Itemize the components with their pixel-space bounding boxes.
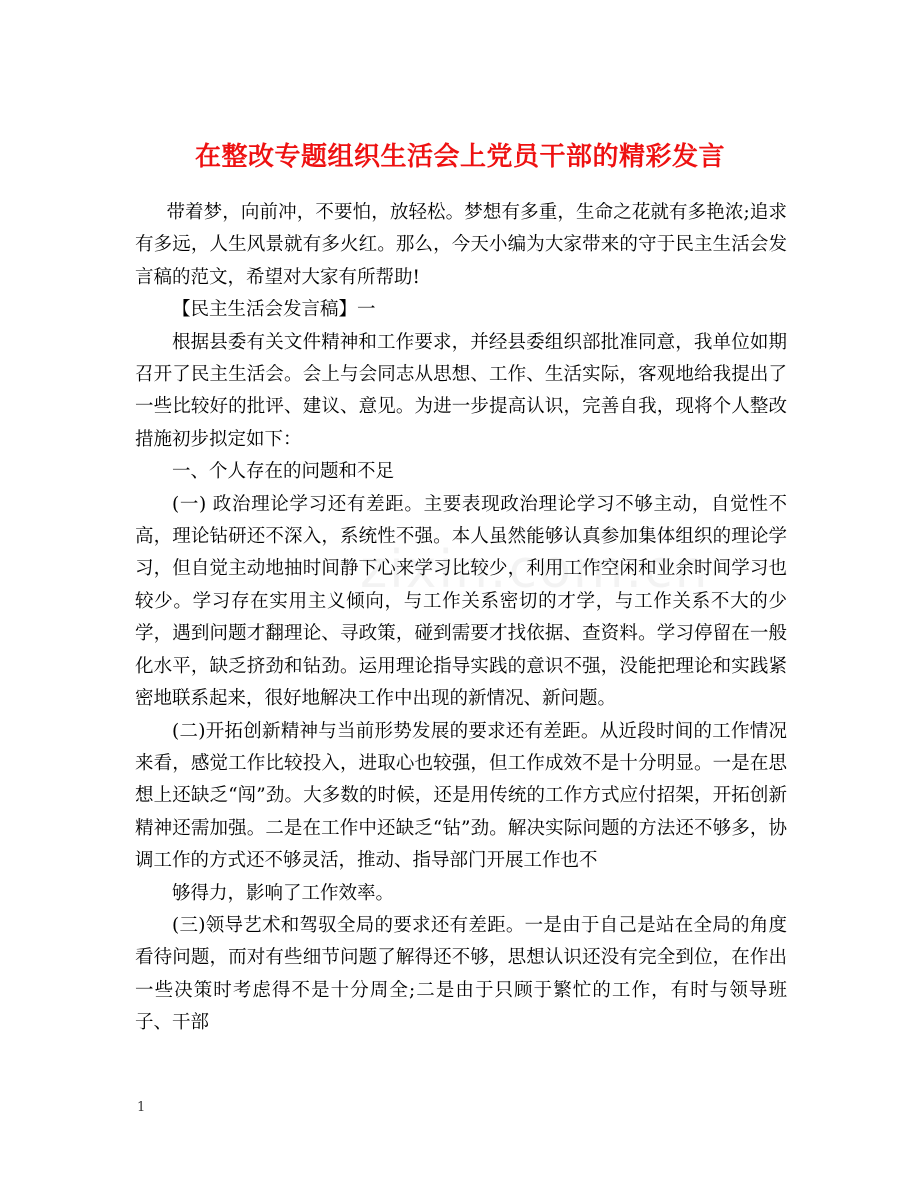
paragraph-innovation: (二)开拓创新精神与当前形势发展的要求还有差距。从近段时间的工作情况来看，感觉工作比较投入，进取心也较强，但工作成效不是十分明显。一是在思想上还缺乏“闯”劲。大多数的时候，还是用传统的工作方式应付招架，开拓创新精神还需加强。二是在工作中还缺乏“钻”劲。解决实际问题的方法还不够多，协调工作的方式还不够灵活，推动、指导部门开展工作也不	[135, 720, 787, 872]
paragraph-background: 根据县委有关文件精神和工作要求，并经县委组织部批准同意，我单位如期召开了民主生活会。会上与会同志从思想、工作、生活实际，客观地给我提出了一些比较好的批评、建议、意见。为进一步提高认识，完善自我，现将个人整改措施初步拟定如下：	[135, 331, 787, 450]
subheading-problems: 一、个人存在的问题和不足	[172, 461, 395, 483]
page-number: 1	[137, 1100, 146, 1115]
document-body	[135, 197, 787, 1040]
paragraph-theory-study: (一) 政治理论学习还有差距。主要表现政治理论学习不够主动，自觉性不高，理论钻研还不深入，系统性不强。本人虽然能够认真参加集体组织的理论学习，但自觉主动地抽时间静下心来学习比较少，利用工作空闲和业余时间学习也较少。学习存在实用主义倾向，与工作关系密切的才学，与工作关系不大的少学，遇到问题才翻理论、寻政策，碰到需要才找依据、查资料。学习停留在一般化水平，缺乏挤劲和钻劲。运用理论指导实践的意识不强，没能把理论和实践紧密地联系起来，很好地解决工作中出现的新情况、新问题。	[135, 493, 787, 710]
intro-paragraph: 带着梦，向前冲，不要怕，放轻松。梦想有多重，生命之花就有多艳浓;追求有多远，人生风景就有多火红。那么，今天小编为大家带来的守于民主生活会发言稿的范文，希望对大家有所帮助!	[135, 202, 787, 288]
paragraph-leadership: (三)领导艺术和驾驭全局的要求还有差距。一是由于自己是站在全局的角度看待问题，而对有些细节问题了解得还不够，思想认识还没有完全到位，在作出一些决策时考虑得不是十分周全;二是由于只顾于繁忙的工作，有时与领导班子、干部	[135, 914, 787, 1034]
paragraph-innovation-continued: 够得力，影响了工作效率。	[172, 882, 395, 904]
section-heading: 【民主生活会发言稿】一	[172, 299, 376, 321]
document-title: 在整改专题组织生活会上党员干部的精彩发言	[194, 142, 725, 173]
